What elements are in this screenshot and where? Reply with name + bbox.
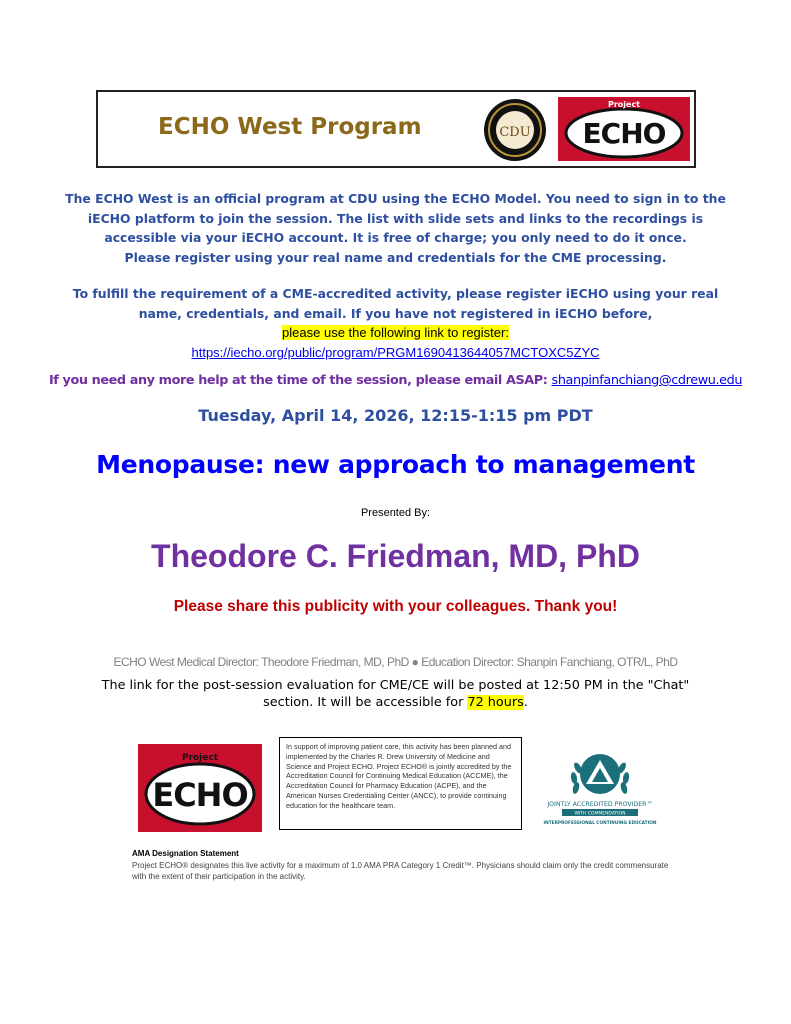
help-text: If you need any more help at the time of the session, please email ASAP:	[48, 373, 548, 388]
registration-link[interactable]: https://iecho.org/public/program/PRGM1690413644057MCTOXC5ZYC	[191, 344, 600, 360]
intro-line: accessible via your iECHO account. It is free of charge; you only need to do it once.	[104, 230, 687, 245]
jap-subtitle: WITH COMMENDATION	[574, 811, 626, 817]
jap-title: JOINTLY ACCREDITED PROVIDER™	[547, 801, 653, 808]
project-echo-logo	[558, 97, 690, 161]
session-date: Tuesday, April 14, 2026, 12:15-1:15 pm PDT	[198, 406, 593, 425]
evaluation-line-prefix: section. It will be accessible for	[263, 695, 464, 710]
intro-line: iECHO platform to join the session. The list with slide sets and links to the recordings is	[87, 210, 704, 226]
jap-footer: INTERPROFESSIONAL CONTINUING EDUCATION	[543, 821, 657, 826]
share-message: Please share this publicity with your colleagues. Thank you!	[173, 598, 618, 615]
evaluation-line: The link for the post-session evaluation for CME/CE will be posted at 12:50 PM in the "Chat"	[101, 678, 690, 693]
intro-line: The ECHO West is an official program at CDU using the ECHO Model. You need to sign in to the	[65, 191, 726, 206]
program-title: ECHO West Program	[158, 114, 422, 140]
help-email-link[interactable]: shanpinfanchiang@cdrewu.edu	[551, 373, 743, 388]
echo-logo-text: ECHO	[582, 117, 666, 150]
ama-heading: AMA Designation Statement	[132, 849, 239, 858]
cdu-logo-text: CDU	[499, 125, 531, 140]
directors-line: ECHO West Medical Director: Theodore Friedman, MD, PhD ● Education Director: Shanpin Fanchiang, OTR/L, PhD	[113, 655, 678, 669]
intro-paragraph	[0, 189, 791, 267]
project-label: Project	[607, 100, 641, 109]
project-echo-logo-bottom	[138, 744, 262, 832]
cdu-seal-logo	[483, 98, 547, 162]
register-highlight: please use the following link to register:	[282, 325, 509, 340]
evaluation-note	[0, 677, 791, 711]
presented-by-label: Presented By:	[360, 507, 431, 519]
intro-line: Please register using your real name and credentials for the CME processing.	[124, 249, 667, 265]
talk-title: Menopause: new approach to management	[96, 450, 695, 479]
evaluation-line-suffix: .	[523, 695, 528, 710]
evaluation-hours-highlight: 72 hours	[467, 695, 524, 710]
jointly-accredited-provider-logo	[538, 738, 662, 826]
header-banner	[96, 90, 696, 168]
registration-line: To fulfill the requirement of a CME-accredited activity, please register iECHO using your real	[72, 286, 719, 301]
accreditation-statement-box	[279, 737, 522, 830]
registration-line: name, credentials, and email. If you have not registered in iECHO before,	[138, 305, 653, 321]
presenter-name: Theodore C. Friedman, MD, PhD	[151, 538, 640, 574]
accreditation-text: In support of improving patient care, this activity has been planned and implemented by the Charles R. Drew University of Medicine and Science and Project ECHO. Project ECHO® is jointly accredited by the Accreditation Council for Continuing Medical Education (ACCME), the Accreditation Council for Pharmacy Education (ACPE), and the American Nurses Credentialing Center (ANCC), to provide continuing education for the healthcare team.	[286, 742, 512, 810]
registration-paragraph	[0, 284, 791, 362]
project-label-bottom: Project	[181, 753, 219, 763]
ama-statement: Project ECHO® designates this live activity for a maximum of 1.0 AMA PRA Category 1 Credit™. Physicians should claim only the credit commensurate with the extent of their participation in the activity.	[132, 861, 669, 881]
help-line	[0, 373, 791, 388]
echo-logo-text-bottom: ECHO	[152, 776, 248, 814]
